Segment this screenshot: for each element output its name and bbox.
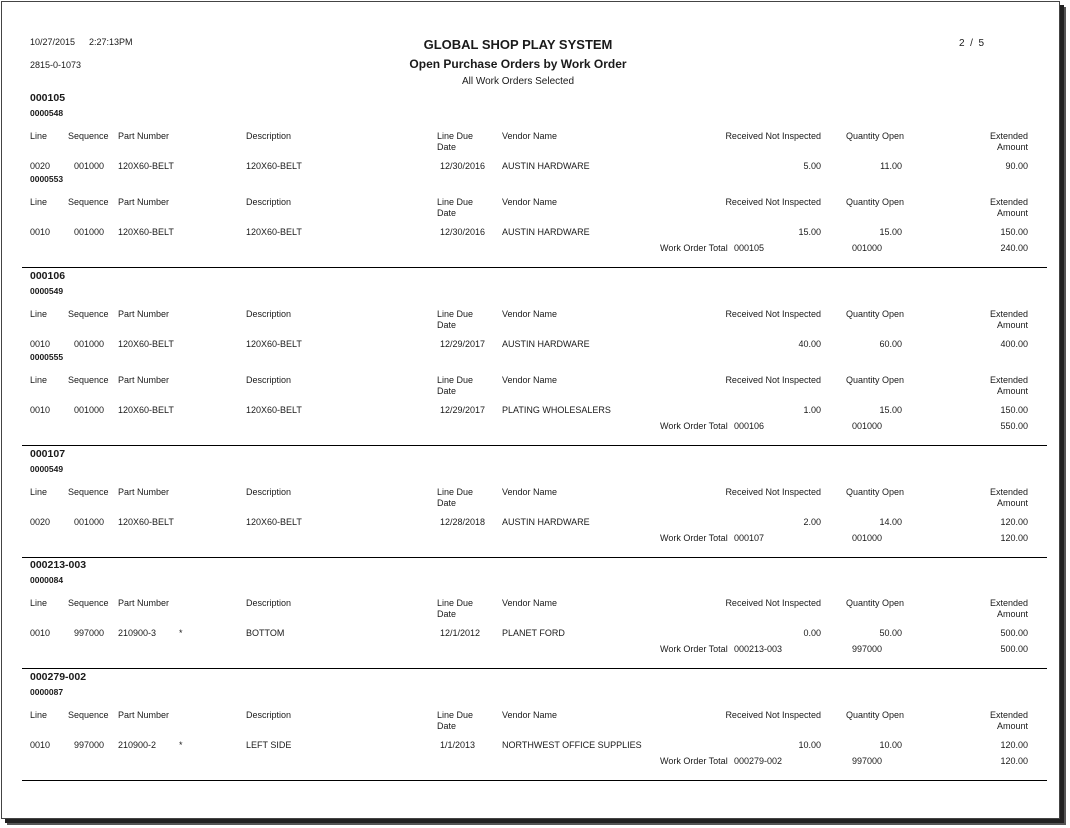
cell-received-not-inspected: 2.00 — [803, 517, 821, 527]
work-order-total-amount: 500.00 — [1000, 644, 1028, 654]
cell-line: 0010 — [30, 405, 51, 415]
cell-sequence: 001000 — [74, 161, 105, 171]
cell-extended-amount: 150.00 — [1000, 405, 1028, 415]
cell-quantity-open: 10.00 — [879, 740, 902, 750]
col-header-vendor-name: Vendor Name — [502, 197, 558, 207]
work-order-total-amount: 120.00 — [1000, 533, 1028, 543]
col-header-line: Line — [30, 487, 48, 497]
purchase-order-number: 0000549 — [30, 464, 64, 474]
cell-sequence: 001000 — [74, 517, 105, 527]
col-header-sequence: Sequence — [68, 309, 109, 319]
col-header-received-not-inspected: Received Not Inspected — [725, 598, 821, 608]
col-header-part-number: Part Number — [118, 197, 170, 207]
purchase-order-number: 0000555 — [30, 352, 64, 362]
cell-part-number: 210900-2 — [118, 740, 157, 750]
col-header-amount: Amount — [996, 386, 1028, 396]
col-header-quantity-open: Quantity Open — [845, 197, 904, 207]
col-header-amount: Amount — [996, 721, 1028, 731]
report-title: Open Purchase Orders by Work Order — [409, 57, 627, 71]
cell-part-number: 210900-3 — [118, 628, 157, 638]
cell-received-not-inspected: 1.00 — [803, 405, 821, 415]
section-divider — [22, 445, 1047, 446]
col-header-received-not-inspected: Received Not Inspected — [725, 131, 821, 141]
work-order-total-label: Work Order Total — [660, 644, 728, 654]
cell-line: 0010 — [30, 339, 51, 349]
col-header-line-due: Line Due — [437, 598, 474, 608]
work-order-number: 000105 — [30, 92, 66, 104]
col-header-extended: Extended — [989, 375, 1028, 385]
col-header-received-not-inspected: Received Not Inspected — [725, 197, 821, 207]
col-header-line-due-date: Date — [437, 609, 457, 619]
work-order-total-number: 000105 — [734, 243, 765, 253]
col-header-quantity-open: Quantity Open — [845, 131, 904, 141]
company-name: GLOBAL SHOP PLAY SYSTEM — [423, 37, 613, 52]
col-header-quantity-open: Quantity Open — [845, 710, 904, 720]
work-order-number: 000279-002 — [30, 671, 87, 683]
col-header-quantity-open: Quantity Open — [845, 598, 904, 608]
col-header-description: Description — [246, 598, 292, 608]
col-header-line-due-date: Date — [437, 320, 457, 330]
col-header-line-due-date: Date — [437, 208, 457, 218]
col-header-amount: Amount — [996, 142, 1028, 152]
section-divider — [22, 267, 1047, 268]
col-header-line-due: Line Due — [437, 375, 474, 385]
col-header-description: Description — [246, 710, 292, 720]
work-order-number: 000107 — [30, 448, 66, 460]
work-order-total-sequence: 997000 — [852, 644, 883, 654]
work-order-total-sequence: 001000 — [852, 243, 883, 253]
col-header-extended: Extended — [989, 197, 1028, 207]
cell-line: 0010 — [30, 740, 51, 750]
col-header-sequence: Sequence — [68, 375, 109, 385]
cell-description: 120X60-BELT — [246, 161, 302, 171]
work-order-total-number: 000213-003 — [734, 644, 783, 654]
page-sep: / — [970, 38, 973, 49]
cell-line-due-date: 12/1/2012 — [440, 628, 481, 638]
section-divider — [22, 780, 1047, 781]
col-header-quantity-open: Quantity Open — [845, 375, 904, 385]
work-order-total-label: Work Order Total — [660, 533, 728, 543]
report-date: 10/27/2015 — [30, 37, 76, 47]
col-header-part-number: Part Number — [118, 131, 170, 141]
cell-part-number: 120X60-BELT — [118, 161, 174, 171]
cell-extended-amount: 500.00 — [1000, 628, 1028, 638]
col-header-part-number: Part Number — [118, 487, 170, 497]
cell-quantity-open: 11.00 — [880, 161, 902, 171]
cell-description: 120X60-BELT — [246, 405, 302, 415]
cell-extended-amount: 120.00 — [1000, 740, 1028, 750]
work-order-total-number: 000106 — [734, 421, 765, 431]
cell-quantity-open: 60.00 — [879, 339, 902, 349]
cell-sequence: 001000 — [74, 227, 105, 237]
col-header-line-due: Line Due — [437, 131, 474, 141]
cell-line: 0020 — [30, 517, 51, 527]
col-header-line-due: Line Due — [437, 309, 474, 319]
cell-part-number: 120X60-BELT — [118, 227, 174, 237]
col-header-line: Line — [30, 375, 48, 385]
col-header-part-number: Part Number — [118, 309, 170, 319]
col-header-sequence: Sequence — [68, 710, 109, 720]
work-order-total-sequence: 001000 — [852, 533, 883, 543]
cell-extended-amount: 150.00 — [1000, 227, 1028, 237]
cell-received-not-inspected: 10.00 — [798, 740, 821, 750]
work-order-total-number: 000279-002 — [734, 756, 783, 766]
work-order-number: 000213-003 — [30, 559, 87, 571]
col-header-extended: Extended — [989, 710, 1028, 720]
col-header-line-due-date: Date — [437, 386, 457, 396]
cell-description: 120X60-BELT — [246, 227, 302, 237]
cell-extended-amount: 90.00 — [1005, 161, 1028, 171]
col-header-extended: Extended — [989, 131, 1028, 141]
cell-line-due-date: 1/1/2013 — [440, 740, 476, 750]
cell-received-not-inspected: 40.00 — [798, 339, 821, 349]
col-header-vendor-name: Vendor Name — [502, 375, 558, 385]
cell-line-due-date: 12/30/2016 — [440, 161, 486, 171]
col-header-amount: Amount — [996, 498, 1028, 508]
col-header-description: Description — [246, 197, 292, 207]
cell-extended-amount: 400.00 — [1000, 339, 1028, 349]
cell-part-number: 120X60-BELT — [118, 339, 174, 349]
col-header-description: Description — [246, 131, 292, 141]
col-header-amount: Amount — [996, 609, 1028, 619]
cell-quantity-open: 14.00 — [879, 517, 902, 527]
col-header-received-not-inspected: Received Not Inspected — [725, 487, 821, 497]
cell-sequence: 997000 — [74, 628, 105, 638]
cell-line-due-date: 12/30/2016 — [440, 227, 486, 237]
cell-part-number: 120X60-BELT — [118, 405, 174, 415]
cell-line-due-date: 12/29/2017 — [440, 339, 486, 349]
cell-part-flag: * — [179, 628, 183, 638]
report-time: 2:27:13PM — [89, 37, 133, 47]
page-current: 2 — [959, 38, 965, 49]
page-number — [959, 38, 984, 49]
col-header-amount: Amount — [996, 320, 1028, 330]
work-order-total-label: Work Order Total — [660, 243, 728, 253]
col-header-sequence: Sequence — [68, 197, 109, 207]
cell-description: LEFT SIDE — [246, 740, 292, 750]
cell-part-flag: * — [179, 740, 183, 750]
col-header-quantity-open: Quantity Open — [845, 309, 904, 319]
cell-description: BOTTOM — [246, 628, 285, 638]
cell-description: 120X60-BELT — [246, 517, 302, 527]
cell-quantity-open: 50.00 — [879, 628, 902, 638]
cell-line-due-date: 12/28/2018 — [440, 517, 486, 527]
cell-part-number: 120X60-BELT — [118, 517, 174, 527]
purchase-order-number: 0000549 — [30, 286, 64, 296]
work-order-total-amount: 120.00 — [1000, 756, 1028, 766]
col-header-extended: Extended — [989, 598, 1028, 608]
cell-sequence: 997000 — [74, 740, 105, 750]
work-order-total-amount: 550.00 — [1000, 421, 1028, 431]
col-header-received-not-inspected: Received Not Inspected — [725, 375, 821, 385]
col-header-line: Line — [30, 710, 48, 720]
col-header-line-due: Line Due — [437, 487, 474, 497]
col-header-vendor-name: Vendor Name — [502, 487, 558, 497]
cell-line-due-date: 12/29/2017 — [440, 405, 486, 415]
cell-vendor-name: PLATING WHOLESALERS — [502, 405, 611, 415]
cell-sequence: 001000 — [74, 339, 105, 349]
col-header-vendor-name: Vendor Name — [502, 131, 558, 141]
col-header-line-due: Line Due — [437, 197, 474, 207]
cell-vendor-name: AUSTIN HARDWARE — [502, 227, 590, 237]
cell-line: 0020 — [30, 161, 51, 171]
purchase-order-number: 0000548 — [30, 108, 64, 118]
cell-sequence: 001000 — [74, 405, 105, 415]
work-order-total-sequence: 997000 — [852, 756, 883, 766]
col-header-sequence: Sequence — [68, 598, 109, 608]
col-header-part-number: Part Number — [118, 375, 170, 385]
cell-quantity-open: 15.00 — [879, 405, 902, 415]
col-header-quantity-open: Quantity Open — [845, 487, 904, 497]
col-header-sequence: Sequence — [68, 131, 109, 141]
cell-vendor-name: AUSTIN HARDWARE — [502, 161, 590, 171]
cell-received-not-inspected: 15.00 — [798, 227, 821, 237]
cell-vendor-name: AUSTIN HARDWARE — [502, 517, 590, 527]
report-page — [1, 1, 1060, 819]
col-header-vendor-name: Vendor Name — [502, 710, 558, 720]
cell-vendor-name: PLANET FORD — [502, 628, 565, 638]
col-header-description: Description — [246, 309, 292, 319]
work-order-total-amount: 240.00 — [1000, 243, 1028, 253]
cell-description: 120X60-BELT — [246, 339, 302, 349]
purchase-order-number: 0000084 — [30, 575, 64, 585]
col-header-description: Description — [246, 375, 292, 385]
col-header-line: Line — [30, 197, 48, 207]
work-order-total-label: Work Order Total — [660, 421, 728, 431]
purchase-order-number: 0000553 — [30, 174, 64, 184]
cell-line: 0010 — [30, 628, 51, 638]
col-header-part-number: Part Number — [118, 710, 170, 720]
work-order-total-sequence: 001000 — [852, 421, 883, 431]
col-header-line-due: Line Due — [437, 710, 474, 720]
col-header-line: Line — [30, 309, 48, 319]
col-header-line-due-date: Date — [437, 721, 457, 731]
col-header-amount: Amount — [996, 208, 1028, 218]
col-header-sequence: Sequence — [68, 487, 109, 497]
col-header-line: Line — [30, 598, 48, 608]
work-order-total-number: 000107 — [734, 533, 765, 543]
col-header-received-not-inspected: Received Not Inspected — [725, 309, 821, 319]
cell-received-not-inspected: 5.00 — [803, 161, 821, 171]
col-header-vendor-name: Vendor Name — [502, 309, 558, 319]
cell-quantity-open: 15.00 — [879, 227, 902, 237]
col-header-line-due-date: Date — [437, 498, 457, 508]
col-header-extended: Extended — [989, 487, 1028, 497]
col-header-part-number: Part Number — [118, 598, 170, 608]
section-divider — [22, 557, 1047, 558]
cell-vendor-name: NORTHWEST OFFICE SUPPLIES — [502, 740, 642, 750]
col-header-extended: Extended — [989, 309, 1028, 319]
col-header-received-not-inspected: Received Not Inspected — [725, 710, 821, 720]
report-subtitle: All Work Orders Selected — [461, 76, 575, 87]
work-order-number: 000106 — [30, 270, 66, 282]
cell-line: 0010 — [30, 227, 51, 237]
col-header-line: Line — [30, 131, 48, 141]
report-code: 2815-0-1073 — [30, 60, 82, 70]
col-header-description: Description — [246, 487, 292, 497]
cell-extended-amount: 120.00 — [1000, 517, 1028, 527]
section-divider — [22, 668, 1047, 669]
page-total: 5 — [978, 38, 985, 49]
col-header-line-due-date: Date — [437, 142, 457, 152]
col-header-vendor-name: Vendor Name — [502, 598, 558, 608]
purchase-order-number: 0000087 — [30, 687, 64, 697]
cell-received-not-inspected: 0.00 — [803, 628, 821, 638]
cell-vendor-name: AUSTIN HARDWARE — [502, 339, 590, 349]
work-order-total-label: Work Order Total — [660, 756, 728, 766]
